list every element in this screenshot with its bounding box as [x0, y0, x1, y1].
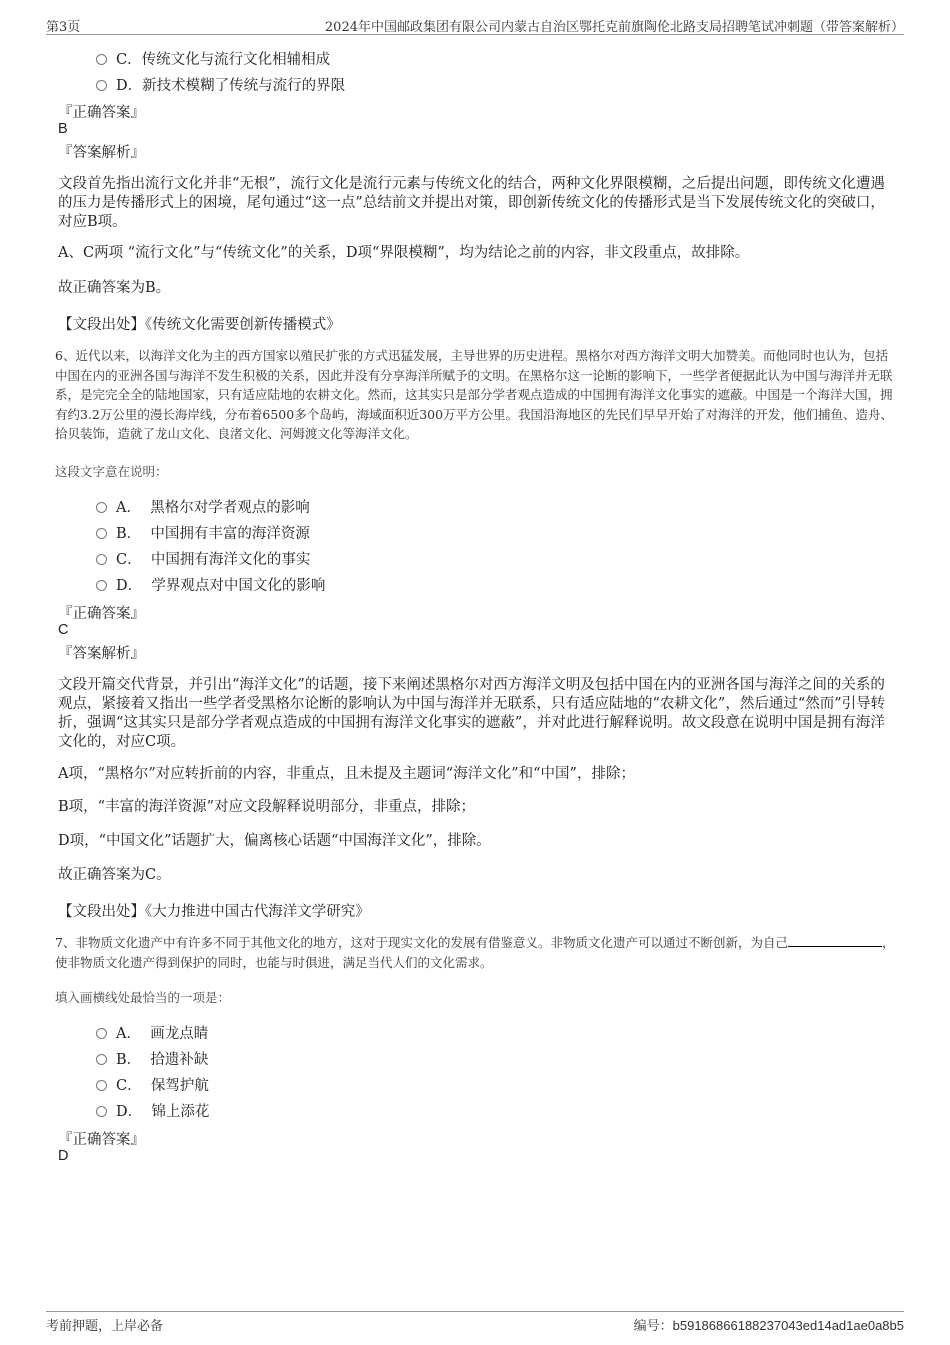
q6-answer-label: 『正确答案』	[58, 606, 145, 622]
q6-analysis-para-5: 故正确答案为C。	[58, 867, 171, 883]
q5-option-d[interactable]: D．新技术模糊了传统与流行的界限	[96, 74, 345, 95]
radio-icon[interactable]	[96, 1028, 107, 1039]
page-number: 第3页	[46, 20, 81, 35]
radio-icon[interactable]	[96, 528, 107, 539]
q6-prompt: 这段文字意在说明：	[55, 464, 168, 479]
radio-icon[interactable]	[96, 502, 107, 513]
q6-source: 【文段出处】《大力推进中国古代海洋文学研究》	[58, 904, 370, 920]
q5-answer-label: 『正确答案』	[58, 105, 145, 121]
q7-option-d[interactable]: D． 锦上添花	[96, 1100, 209, 1121]
q6-option-b[interactable]: B． 中国拥有丰富的海洋资源	[96, 522, 310, 543]
radio-icon[interactable]	[96, 54, 107, 65]
q6-analysis-para-1: 文段开篇交代背景，并引出“海洋文化”的话题，接下来阐述黑格尔对西方海洋文明及包括中国在内的亚洲各国与海洋之间的关系的观点，紧接着又指出一些学者受黑格尔论断的影响认为中国与海洋并无联系，只有适应陆地的“农耕文化”，然后通过“然而”引导转折，强调“这其实只是部分学者观点造成的中国拥有海洋文化事实的遮蔽”，并对此进行解释说明。故文段意在说明中国是拥有海洋文化的，对应C项。	[58, 677, 886, 750]
q5-analysis-para-2: A、C两项 “流行文化”与“传统文化”的关系，D项“界限模糊”，均为结论之前的内容，非文段重点，故排除。	[58, 245, 750, 261]
q7-text: 7、非物质文化遗产中有许多不同于其他文化的地方，这对于现实文化的发展有借鉴意义。非物质文化遗产可以通过不断创新，为自己 ，使非物质文化遗产得到保护的同时，也能与时俱进，满足当代人们的文化需求。	[55, 935, 895, 970]
q5-answer: B	[58, 121, 68, 137]
q6-answer: C	[58, 622, 69, 638]
q6-option-a[interactable]: A． 黑格尔对学者观点的影响	[96, 496, 310, 517]
q6-analysis-label: 『答案解析』	[58, 646, 145, 662]
q7-prompt: 填入画横线处最恰当的一项是：	[55, 990, 231, 1005]
page-footer	[46, 1311, 904, 1336]
q6-analysis-para-2: A项，“黑格尔”对应转折前的内容，非重点，且未提及主题词“海洋文化”和“中国”，排除；	[58, 766, 635, 782]
q7-option-b[interactable]: B． 拾遗补缺	[96, 1048, 208, 1069]
fill-blank	[788, 934, 882, 947]
q5-analysis-para-1: 文段首先指出流行文化并非“无根”，流行文化是流行元素与传统文化的结合，两种文化界限模糊，之后提出问题，即传统文化遭遇的压力是传播形式上的困境，尾句通过“这一点”总结前文并提出对策，即创新传统文化的传播形式是当下发展传统文化的突破口，对应B项。	[58, 176, 885, 230]
q5-option-c[interactable]: C．传统文化与流行文化相辅相成	[96, 48, 330, 69]
radio-icon[interactable]	[96, 1054, 107, 1065]
q6-option-d[interactable]: D． 学界观点对中国文化的影响	[96, 574, 325, 595]
radio-icon[interactable]	[96, 1080, 107, 1091]
page-header	[46, 14, 904, 35]
radio-icon[interactable]	[96, 554, 107, 565]
q6-analysis-para-3: B项，“丰富的海洋资源”对应文段解释说明部分，非重点，排除；	[58, 799, 475, 815]
document-title: 2024年中国邮政集团有限公司内蒙古自治区鄂托克前旗陶伦北路支局招聘笔试冲刺题（带答案解析）	[324, 20, 904, 35]
q7-option-a[interactable]: A． 画龙点睛	[96, 1022, 208, 1043]
footer-code: 编号：b59186866188237043ed14ad1ae0a8b5	[633, 1318, 904, 1334]
q7-answer-label: 『正确答案』	[58, 1132, 145, 1148]
q5-source: 【文段出处】《传统文化需要创新传播模式》	[58, 317, 341, 333]
radio-icon[interactable]	[96, 80, 107, 91]
q5-analysis-label: 『答案解析』	[58, 145, 145, 161]
q7-option-c[interactable]: C． 保驾护航	[96, 1074, 209, 1095]
footer-slogan: 考前押题，上岸必备	[46, 1319, 164, 1334]
q6-option-c[interactable]: C． 中国拥有海洋文化的事实	[96, 548, 310, 569]
q6-analysis-para-4: D项，“中国文化”话题扩大，偏离核心话题“中国海洋文化”，排除。	[58, 833, 491, 849]
q6-text: 6、近代以来，以海洋文化为主的西方国家以殖民扩张的方式迅猛发展，主导世界的历史进程。黑格尔对西方海洋文明大加赞美。而他同时也认为，包括中国在内的亚洲各国与海洋不发生积极的关系，因此并没有分享海洋所赋予的文明。在黑格尔这一论断的影响下，一些学者便据此认为中国与海洋并无联系，是完完全全的陆地国家，只有适应陆地的农耕文化。然而，这其实只是部分学者观点造成的中国拥有海洋文化事实的遮蔽。中国是一个海洋大国，拥有约3.2万公里的漫长海岸线，分布着6500多个岛屿，海域面积近300万平方公里。我国沿海地区的先民们早早开始了对海洋的开发，他们捕鱼、造舟、拾贝装饰，造就了龙山文化、良渚文化、河姆渡文化等海洋文化。	[55, 348, 894, 441]
q5-analysis-para-3: 故正确答案为B。	[58, 280, 171, 296]
radio-icon[interactable]	[96, 580, 107, 591]
radio-icon[interactable]	[96, 1106, 107, 1117]
q7-answer: D	[58, 1148, 69, 1164]
